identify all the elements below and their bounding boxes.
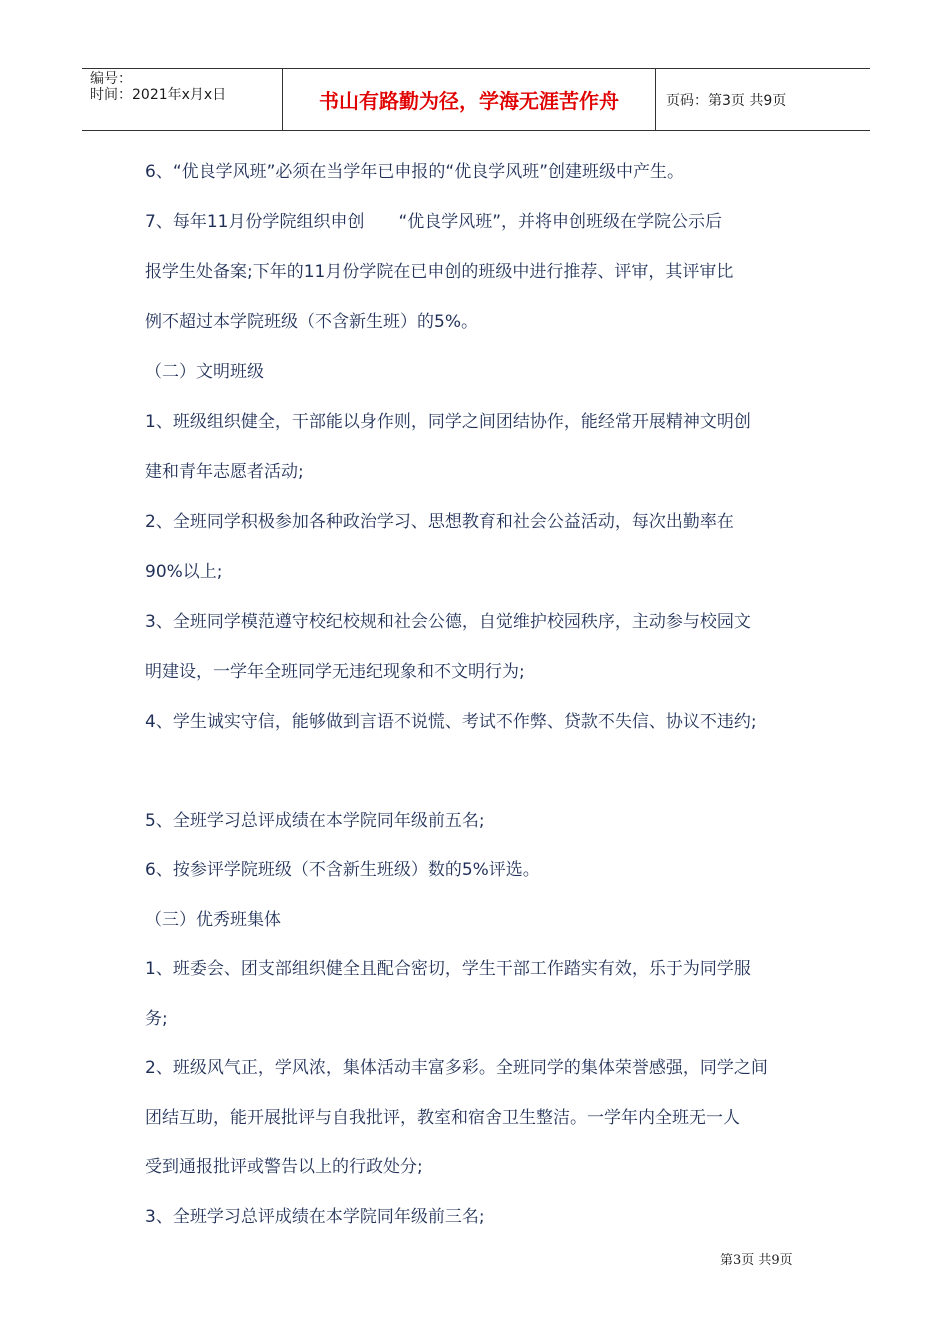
section-heading: （三）优秀班集体: [145, 910, 281, 930]
paragraph-line: 例不超过本学院班级（不含新生班）的5%。: [145, 312, 478, 332]
paragraph-line: 4、学生诚实守信，能够做到言语不说慌、考试不作弊、贷款不失信、协议不违约;: [145, 712, 757, 732]
paragraph-line: 6、“优良学风班”必须在当学年已申报的“优良学风班”创建班级中产生。: [145, 162, 685, 182]
section-heading: （二）文明班级: [145, 362, 264, 382]
paragraph-line: 1、班级组织健全，干部能以身作则，同学之间团结协作，能经常开展精神文明创: [145, 412, 751, 432]
header-page-info: 页码：第3页 共9页: [666, 92, 787, 109]
paragraph-line: 90%以上;: [145, 562, 223, 582]
paragraph-line: 明建设，一学年全班同学无违纪现象和不文明行为;: [145, 662, 525, 682]
paragraph-line: 务;: [145, 1009, 168, 1029]
paragraph-line: 受到通报批评或警告以上的行政处分;: [145, 1157, 423, 1177]
paragraph-line: 2、班级风气正，学风浓，集体活动丰富多彩。全班同学的集体荣誉感强，同学之间: [145, 1058, 768, 1078]
paragraph-line: 6、按参评学院班级（不含新生班级）数的5%评选。: [145, 860, 540, 880]
paragraph-line: 建和青年志愿者活动;: [145, 462, 304, 482]
paragraph-line: 5、全班学习总评成绩在本学院同年级前五名;: [145, 811, 485, 831]
paragraph-line: 7、每年11月份学院组织申创 “优良学风班”，并将申创班级在学院公示后: [145, 212, 723, 232]
paragraph-line: 1、班委会、团支部组织健全且配合密切，学生干部工作踏实有效，乐于为同学服: [145, 959, 751, 979]
paragraph-line: 报学生处备案;下年的11月份学院在已申创的班级中进行推荐、评审，其评审比: [145, 262, 734, 282]
paragraph-line: 2、全班同学积极参加各种政治学习、思想教育和社会公益活动，每次出勤率在: [145, 512, 734, 532]
header-meta: [82, 69, 282, 130]
date-label: 时间：2021年x月x日: [90, 87, 227, 103]
paragraph-line: 团结互助，能开展批评与自我批评，教室和宿舍卫生整洁。一学年内全班无一人: [145, 1108, 740, 1128]
header-motto: 书山有路勤为径，学海无涯苦作舟: [282, 69, 656, 130]
page-header: [82, 68, 870, 131]
paragraph-line: 3、全班学习总评成绩在本学院同年级前三名;: [145, 1207, 485, 1227]
number-label: 编号：: [90, 71, 132, 87]
page-footer: 第3页 共9页: [720, 1253, 793, 1268]
paragraph-line: 3、全班同学模范遵守校纪校规和社会公德，自觉维护校园秩序，主动参与校园文: [145, 612, 751, 632]
